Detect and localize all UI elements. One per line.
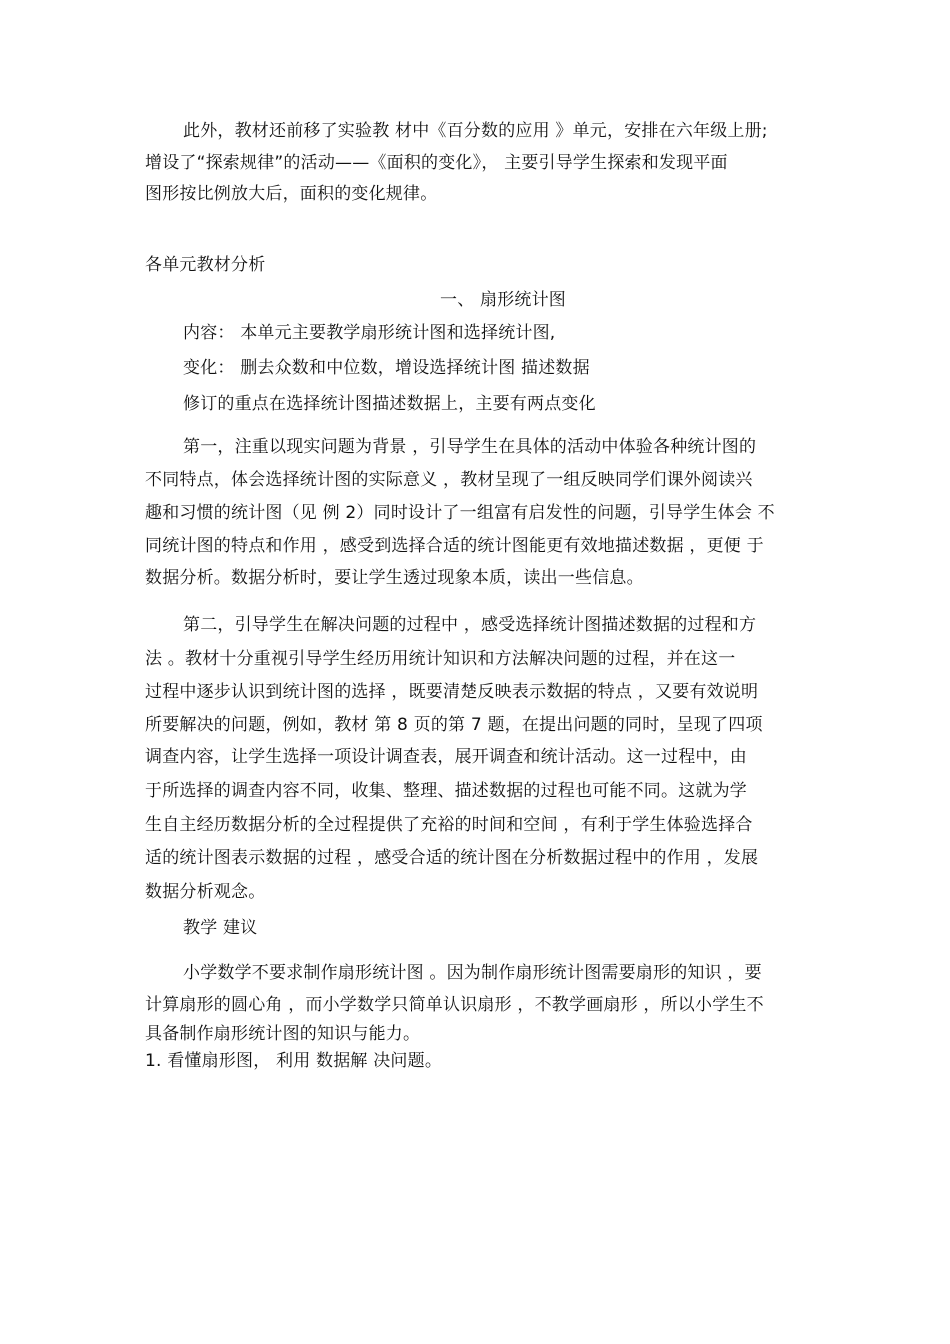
intro-line-2: 增设了“探索规律”的活动——《面积的变化》， 主要引导学生探索和发现平面 (145, 153, 728, 173)
suggestion-line-1: 小学数学不要求制作扇形统计图 。因为制作扇形统计图需要扇形的知识 ，要 (183, 963, 762, 983)
intro-line-3: 图形按比例放大后，面积的变化规律。 (145, 184, 438, 204)
first-line-2: 不同特点，体会选择统计图的实际意义 ，教材呈现了一组反映同学们课外阅读兴 (145, 470, 753, 490)
intro-line-1: 此外，教材还前移了实验教 材中《百分数的应用 》单元，安排在六年级上册; (183, 121, 768, 141)
first-line-1: 第一，注重以现实问题为背景 ，引导学生在具体的活动中体验各种统计图的 (183, 437, 757, 457)
second-line-5: 调查内容，让学生选择一项设计调查表，展开调查和统计活动。这一过程中，由 (145, 747, 747, 767)
change-line: 变化： 删去众数和中位数，增设选择统计图 描述数据 (183, 358, 590, 378)
focus-line: 修订的重点在选择统计图描述数据上，主要有两点变化 (183, 394, 596, 414)
second-line-8: 适的统计图表示数据的过程 ，感受合适的统计图在分析数据过程中的作用 ，发展 (145, 848, 759, 868)
suggestion-heading: 教学 建议 (183, 918, 258, 938)
content-line: 内容： 本单元主要教学扇形统计图和选择统计图, (183, 323, 556, 343)
second-line-1: 第二，引导学生在解决问题的过程中 ，感受选择统计图描述数据的过程和方 (183, 615, 757, 635)
second-line-4: 所要解决的问题，例如，教材 第 8 页的第 7 题，在提出问题的同时，呈现了四项 (145, 715, 763, 735)
second-line-3: 过程中逐步认识到统计图的选择 ，既要清楚反映表示数据的特点 ，又要有效说明 (145, 682, 759, 702)
second-line-9: 数据分析观念。 (145, 882, 266, 902)
first-line-5: 数据分析。数据分析时，要让学生透过现象本质，读出一些信息。 (145, 568, 644, 588)
unit-title: 一、 扇形统计图 (440, 290, 567, 310)
second-line-6: 于所选择的调查内容不同，收集、整理、描述数据的过程也可能不同。这就为学 (145, 781, 747, 801)
suggestion-line-2: 计算扇形的圆心角 ，而小学数学只简单认识扇形 ，不教学画扇形 ，所以小学生不 (145, 995, 764, 1015)
suggestion-line-3: 具备制作扇形统计图的知识与能力。 (145, 1024, 421, 1044)
section-heading: 各单元教材分析 (145, 255, 266, 275)
second-line-7: 生自主经历数据分析的全过程提供了充裕的时间和空间 ，有利于学生体验选择合 (145, 815, 753, 835)
first-line-3: 趣和习惯的统计图（见 例 2）同时设计了一组富有启发性的问题，引导学生体会 不 (145, 503, 775, 523)
second-line-2: 法 。教材十分重视引导学生经历用统计知识和方法解决问题的过程，并在这一 (145, 649, 736, 669)
list-item-1: 1. 看懂扇形图， 利用 数据解 决问题。 (145, 1051, 443, 1071)
first-line-4: 同统计图的特点和作用 ，感受到选择合适的统计图能更有效地描述数据 ，更便 于 (145, 536, 764, 556)
